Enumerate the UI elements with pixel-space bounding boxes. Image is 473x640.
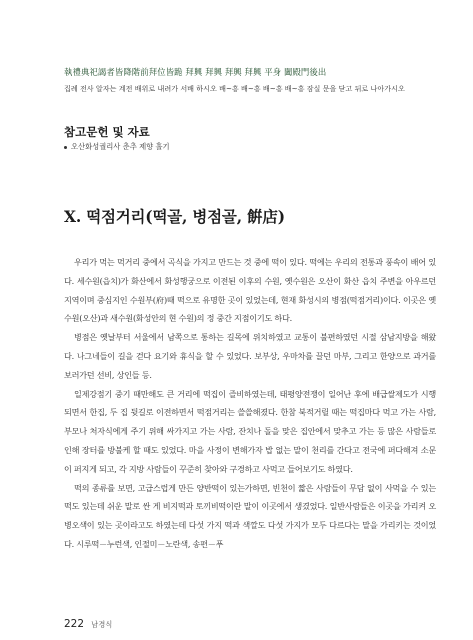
paragraph: 일제강점기 중기 때만해도 큰 거리에 떡집이 즐비하였는데, 태평양전쟁이 일어난 후에 배급쌀제도가 시행되면서 한집, 두 집 뒷길로 이전하면서 떡점거리는 쓸쓸해졌다. 한참 북적거릴 때는 떡집마다 먹고 가는 사람, 부모나 처자식에게 주기 위해 싸가지고 가는 사람, 잔치나 돌을 맞은 집안에서 맞추고 가는 등 많은 사람들로 인해 장터를 방불케 할 때도 있었다. 마을 사정이 변해가자 밥 없는 말이 천리를 간다고 전국에 퍼다해져 소문이 퍼지게 되고, 각 지방 사람들이 꾸준히 찾아와 구경하고 사먹고 들어보기도 하였다. bbox=[64, 388, 436, 474]
section-title: X. 떡점거리(떡골, 병점골, 餠店) bbox=[64, 207, 285, 226]
page-number: 222 bbox=[64, 618, 85, 630]
paragraph: 우리가 먹는 먹거리 중에서 곡식을 가지고 만드는 것 중에 떡이 있다. 떡에는 우리의 전통과 풍속이 배어 있다. 세수원(읍치)가 화산에서 화성행궁으로 이전된 이후의 수원, 옛수원은 오산이 화산 읍치 주변을 아우르던 지역이며 중심지인 수원부(府)때 떡으로 유명한 곳이 있었는데, 현재 화성시의 병점(떡점거리)이다. 이곳은 옛수원(오산)과 새수원(화성안의 현 수원)의 정 중간 지점이기도 하다. bbox=[64, 257, 436, 324]
ritual-text-block bbox=[64, 66, 424, 96]
hanja-ritual-line: 執禮典祀謁者皆降階前拜位皆跪 拜興 拜興 拜興 拜興 平身 闔殿門後出 bbox=[64, 67, 327, 77]
paragraph: 떡의 종류를 보면, 고급스럽게 만든 양반떡이 있는가하면, 빈천이 짧은 사람들이 무담 없이 사먹을 수 있는 떡도 있는데 쉬운 말로 싼 게 비지떡과 토끼비떡이란 말이 이곳에서 생겼었다. 일반사람들은 이곳을 가리켜 오병오색이 있는 곳이라고도 하였는데 다섯 가지 떡과 색깔도 다섯 가지가 모두 다르다는 말을 가리키는 것이었다. 시루떡－누런색, 인절미－노란색, 송편－푸 bbox=[64, 482, 436, 549]
references-heading: 참고문헌 및 자료 bbox=[64, 125, 150, 139]
reference-item bbox=[64, 142, 170, 152]
body-text bbox=[64, 253, 436, 554]
korean-gloss: 집례 전사 알자는 계전 배위로 내려가 서배 하시오 배~흥 배~흥 배~흥 배~흥 잠실 문을 닫고 뒤로 나아가시오 bbox=[64, 84, 405, 93]
page-footer bbox=[64, 612, 112, 631]
paragraph: 병점은 옛날부터 서울에서 남쪽으로 통하는 길목에 위치하였고 교통이 불편하였던 시절 삼남지방을 해왔다. 나그네들이 길을 걷다 요기와 휴식을 할 수 있었다. 보부상, 우마차를 끌던 마부, 그리고 한양으로 과거를 보러가던 선비, 상인들 등. bbox=[64, 332, 436, 380]
publication-name: 남경식 bbox=[91, 620, 113, 629]
bullet-icon bbox=[64, 146, 67, 149]
reference-item-text: 오산화성궐리사 춘추 제향 홀기 bbox=[71, 142, 170, 151]
